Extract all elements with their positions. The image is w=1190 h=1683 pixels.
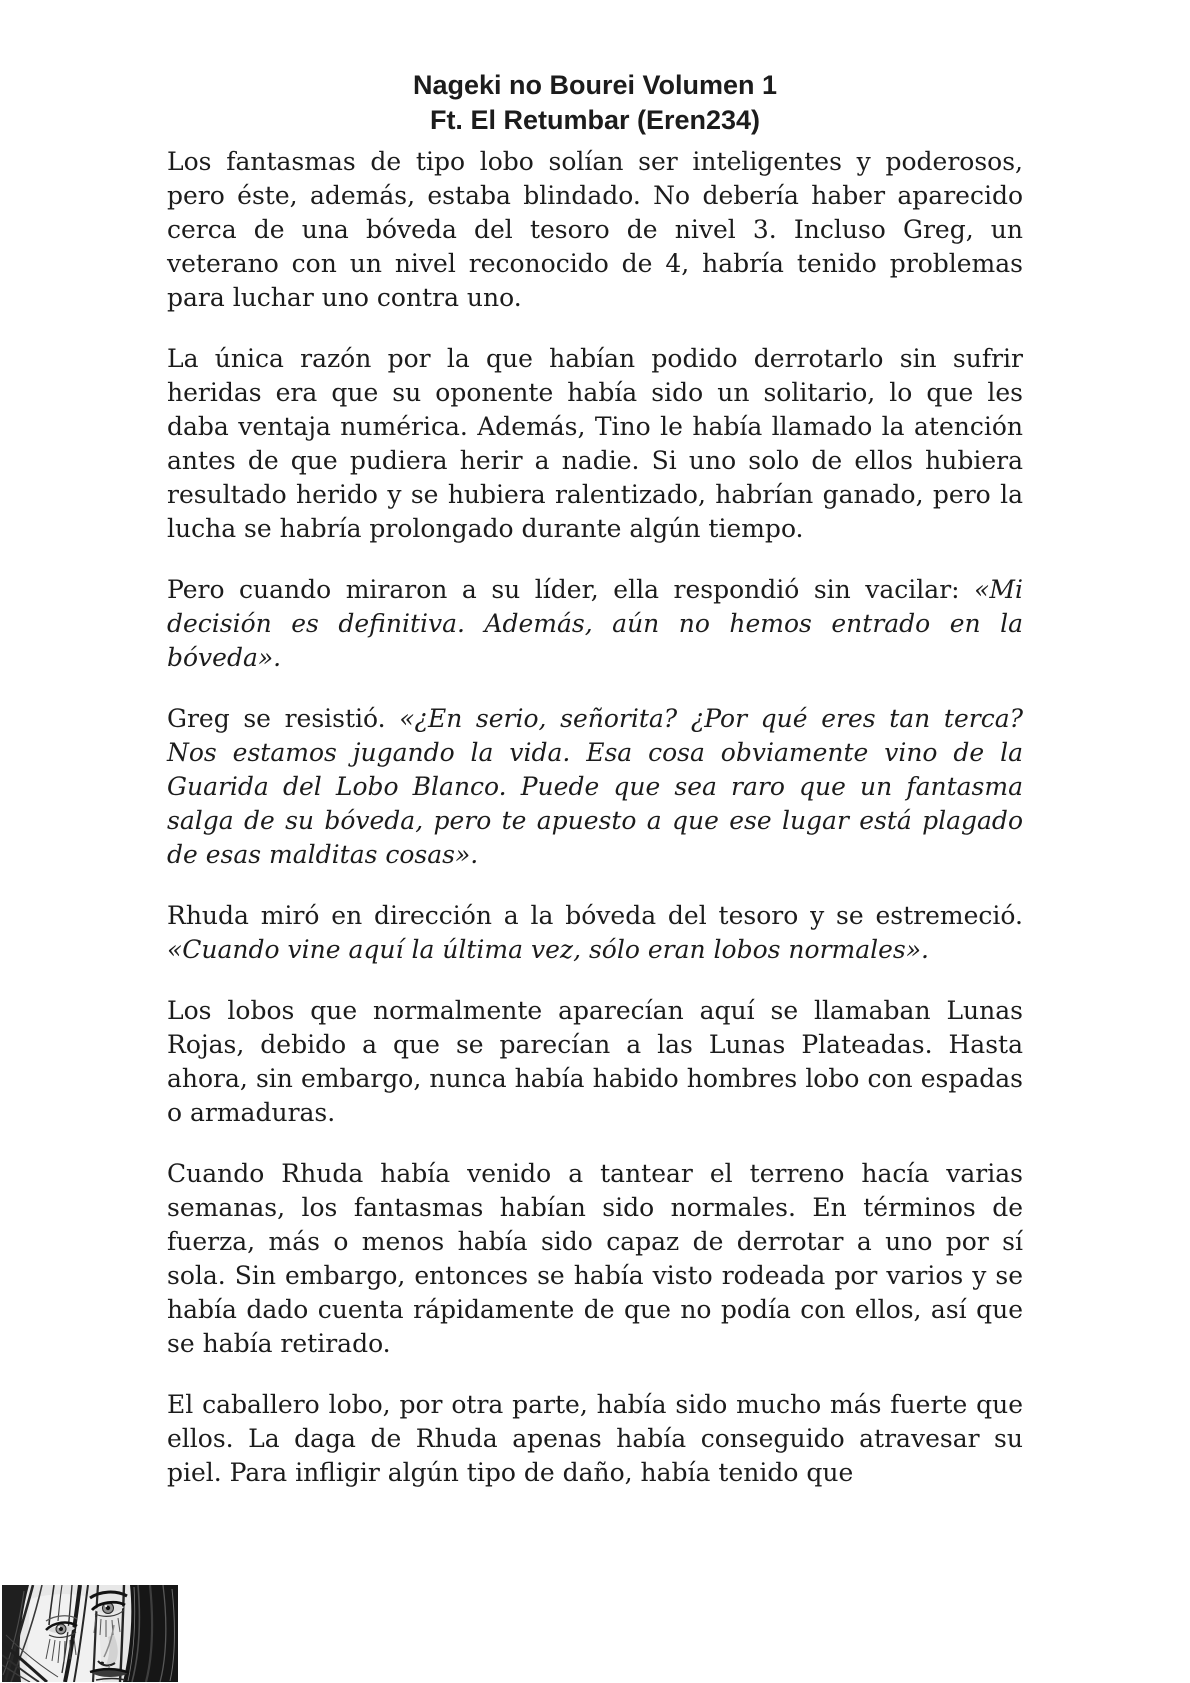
italic-text-run: «Cuando vine aquí la última vez, sólo eran lobos normales». (167, 935, 929, 964)
text-run: Los lobos que normalmente aparecían aquí se llamaban Lunas Rojas, debido a que se parecían a las Lunas Plateadas. Hasta ahora, sin embargo, nunca había habido hombres lobo con espadas o armaduras. (167, 996, 1023, 1127)
manga-face-image (2, 1585, 178, 1682)
text-run: Rhuda miró en dirección a la bóveda del tesoro y se estremeció. (167, 901, 1023, 930)
text-run: Greg se resistió. (167, 704, 400, 733)
text-run: Los fantasmas de tipo lobo solían ser inteligentes y poderosos, pero éste, además, estaba blindado. No debería haber aparecido cerca de una bóveda del tesoro de nivel 3. Incluso Greg, un veterano con un nivel reconocido de 4, habría tenido problemas para luchar uno contra uno. (167, 147, 1023, 312)
text-run: Cuando Rhuda había venido a tantear el terreno hacía varias semanas, los fantasmas habían sido normales. En términos de fuerza, más o menos había sido capaz de derrotar a uno por sí sola. Sin embargo, entonces se había visto rodeada por varios y se había dado cuenta rápidamente de que no podía con ellos, así que se había retirado. (167, 1159, 1023, 1358)
paragraph-8 (167, 1388, 1023, 1490)
paragraph-3 (167, 573, 1023, 675)
body-text (167, 145, 1023, 1490)
text-run: El caballero lobo, por otra parte, había sido mucho más fuerte que ellos. La daga de Rhuda apenas había conseguido atravesar su piel. Para infligir algún tipo de daño, había tenido que (167, 1390, 1023, 1487)
title-line-1: Nageki no Bourei Volumen 1 (412, 70, 778, 100)
paragraph-2 (167, 342, 1023, 546)
italic-text-run: «Mi decisión es definitiva. Además, aún no hemos entrado en la bóveda». (167, 575, 1023, 672)
title-line-2: Ft. El Retumbar (Eren234) (429, 105, 761, 135)
paragraph-5 (167, 899, 1023, 967)
face-skin-highlight (26, 1594, 102, 1682)
nostril (100, 1662, 104, 1665)
left-eye-highlight (58, 1626, 60, 1628)
paragraph-7 (167, 1157, 1023, 1361)
document-title (0, 0, 1190, 138)
paragraph-4 (167, 702, 1023, 872)
paragraph-1 (167, 145, 1023, 315)
text-run: Pero cuando miraron a su líder, ella respondió sin vacilar: (167, 575, 975, 604)
right-eye-highlight (105, 1605, 107, 1607)
text-run: La única razón por la que habían podido derrotarlo sin sufrir heridas era que su oponente había sido un solitario, lo que les daba ventaja numérica. Además, Tino le había llamado la atención antes de que pudiera herir a nadie. Si uno solo de ellos hubiera resultado herido y se hubiera ralentizado, habrían ganado, pero la lucha se habría prolongado durante algún tiempo. (167, 344, 1023, 543)
italic-text-run: «¿En serio, señorita? ¿Por qué eres tan terca? Nos estamos jugando la vida. Esa cosa obviamente vino de la Guarida del Lobo Blanco. Puede que sea raro que un fantasma salga de su bóveda, pero te apuesto a que ese lugar está plagado de esas malditas cosas». (167, 704, 1024, 869)
paragraph-6 (167, 994, 1023, 1130)
